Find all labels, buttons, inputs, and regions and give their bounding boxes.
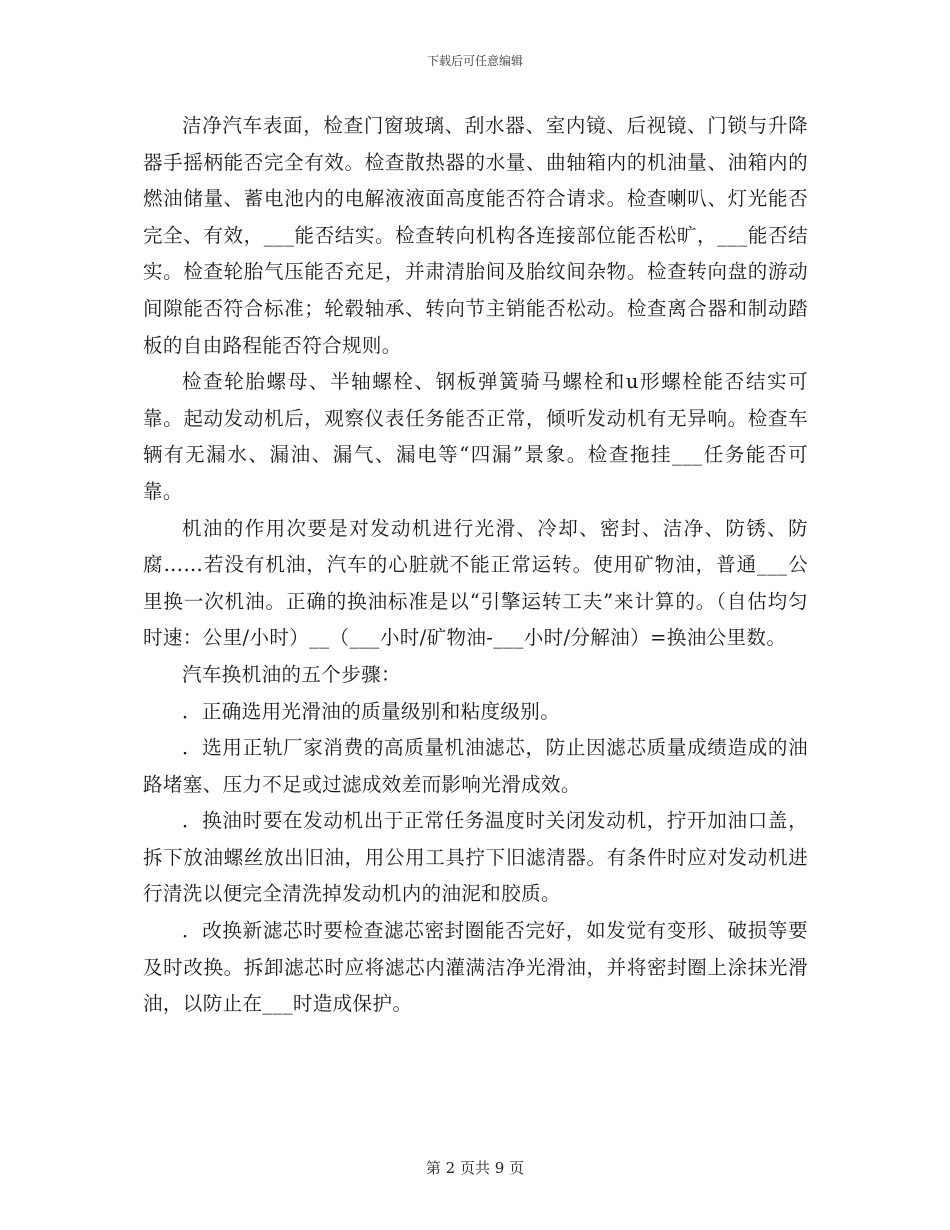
paragraph-step-replace-filter: ．改换新滤芯时要检查滤芯密封圈能否完好，如发觉有变形、破损等要及时改换。拆卸滤芯时应将滤芯内灌满洁净光滑油，并将密封圈上涂抹光滑油，以防止在___时造成保护。 [143, 919, 808, 1016]
document-body [143, 108, 808, 1023]
paragraph-step-oil-grade: ．正确选用光滑油的质量级别和粘度级别。 [182, 699, 561, 723]
paragraph-bolt-check: 检查轮胎螺母、半轴螺栓、钢板弹簧骑马螺栓和u形螺栓能否结实可靠。起动发动机后，观察仪表任务能否正常，倾听发动机有无异响。检查车辆有无漏水、漏油、漏气、漏电等“四漏”景象。检查拖挂___任务能否可靠。 [143, 370, 808, 503]
paragraph-oil-change-steps-title: 汽车换机油的五个步骤： [182, 662, 401, 686]
paragraph-step-drain-oil: ．换油时要在发动机出于正常任务温度时关闭发动机，拧开加油口盖，拆下放油螺丝放出旧油，用公用工具拧下旧滤清器。有条件时应对发动机进行清洗以便完全清洗掉发动机内的油泥和胶质。 [143, 809, 808, 906]
paragraph-oil-function: 机油的作用次要是对发动机进行光滑、冷却、密封、洁净、防锈、防腐……若没有机油，汽车的心脏就不能正常运转。使用矿物油，普通___公里换一次机油。正确的换油标准是以“引擎运转工夫”来计算的。（自估均匀时速：公里/小时）__（___小时/矿物油-___小时/分解油）=换油公里数。 [143, 516, 808, 650]
paragraph-step-filter-select: ．选用正轨厂家消费的高质量机油滤芯，防止因滤芯质量成绩造成的油路堵塞、压力不足或过滤成效差而影响光滑成效。 [143, 736, 808, 796]
page-header: 下载后可任意编辑 [426, 54, 523, 68]
page-number-footer: 第 2 页共 9 页 [425, 1159, 525, 1177]
paragraph-vehicle-check: 洁净汽车表面，检查门窗玻璃、刮水器、室内镜、后视镜、门锁与升降器手摇柄能否完全有效。检查散热器的水量、曲轴箱内的机油量、油箱内的燃油储量、蓄电池内的电解液液面高度能否符合请求。检查喇叭、灯光能否完全、有效，___能否结实。检查转向机构各连接部位能否松旷，___能否结实。检查轮胎气压能否充足，并肃清胎间及胎纹间杂物。检查转向盘的游动间隙能否符合标准；轮毂轴承、转向节主销能否松动。检查离合器和制动踏板的自由路程能否符合规则。 [143, 114, 808, 357]
